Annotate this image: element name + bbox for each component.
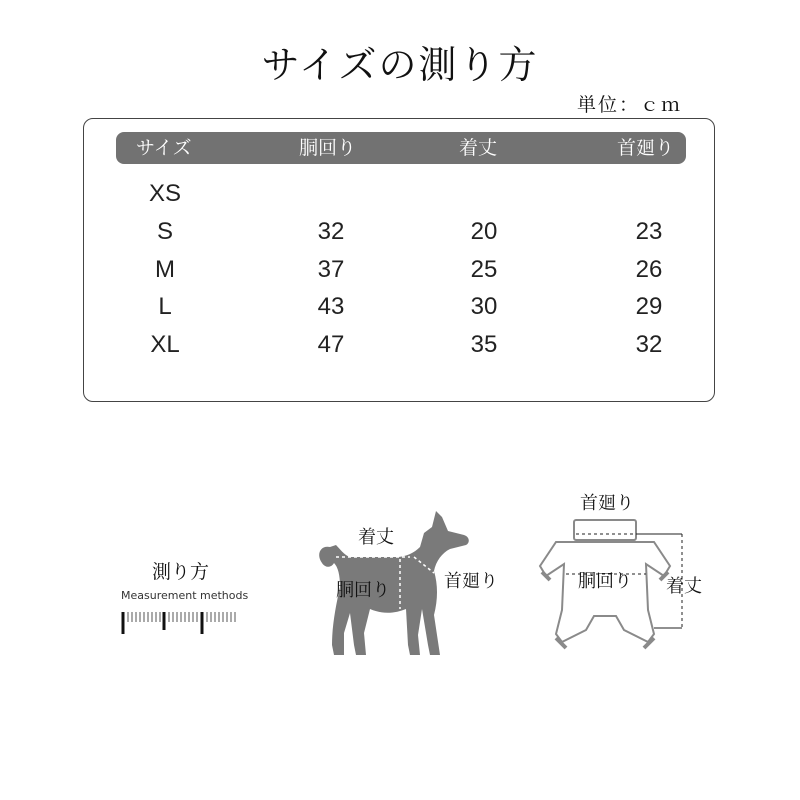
cell-neck: 23 xyxy=(635,218,663,245)
unit-label: 単位：ｃｍ xyxy=(576,94,682,116)
cell-size: L xyxy=(158,293,172,320)
garment-neck-label: 首廻り xyxy=(580,493,634,514)
table-row xyxy=(84,218,716,254)
cell-neck: 26 xyxy=(635,256,663,283)
cell-size: M xyxy=(155,256,175,283)
cell-size: XL xyxy=(150,331,180,358)
page-title: サイズの測り方 xyxy=(261,43,539,87)
cell-chest: 37 xyxy=(317,256,345,283)
cell-neck: 29 xyxy=(635,293,663,320)
method-sublabel: Measurement methods xyxy=(121,589,249,602)
cell-length: 35 xyxy=(470,331,498,358)
table-row xyxy=(84,256,716,292)
dog-neck-label: 首廻り xyxy=(444,571,498,592)
garment-chest-label: 胴回り xyxy=(578,571,632,592)
cell-chest: 43 xyxy=(317,293,345,320)
cell-length: 20 xyxy=(470,218,498,245)
cell-length: 25 xyxy=(470,256,498,283)
method-label: 測り方 xyxy=(152,561,210,583)
cell-chest: 32 xyxy=(317,218,345,245)
header-size: サイズ xyxy=(136,137,192,159)
cell-length: 30 xyxy=(470,293,498,320)
garment-length-label: 着丈 xyxy=(666,576,702,597)
header-chest: 胴回り xyxy=(299,137,357,159)
table-header xyxy=(116,132,686,164)
size-table xyxy=(83,118,715,402)
cell-size: S xyxy=(156,218,173,245)
cell-neck: 32 xyxy=(635,331,663,358)
dog-chest-label: 胴回り xyxy=(336,580,390,601)
ruler-icon xyxy=(120,610,240,636)
dog-length-label: 着丈 xyxy=(358,527,394,548)
table-row xyxy=(84,180,716,216)
cell-size: XS xyxy=(148,180,181,207)
cell-chest: 47 xyxy=(317,331,345,358)
table-row xyxy=(84,293,716,329)
table-row xyxy=(84,331,716,367)
header-length: 着丈 xyxy=(459,137,498,159)
header-neck: 首廻り xyxy=(617,137,675,159)
